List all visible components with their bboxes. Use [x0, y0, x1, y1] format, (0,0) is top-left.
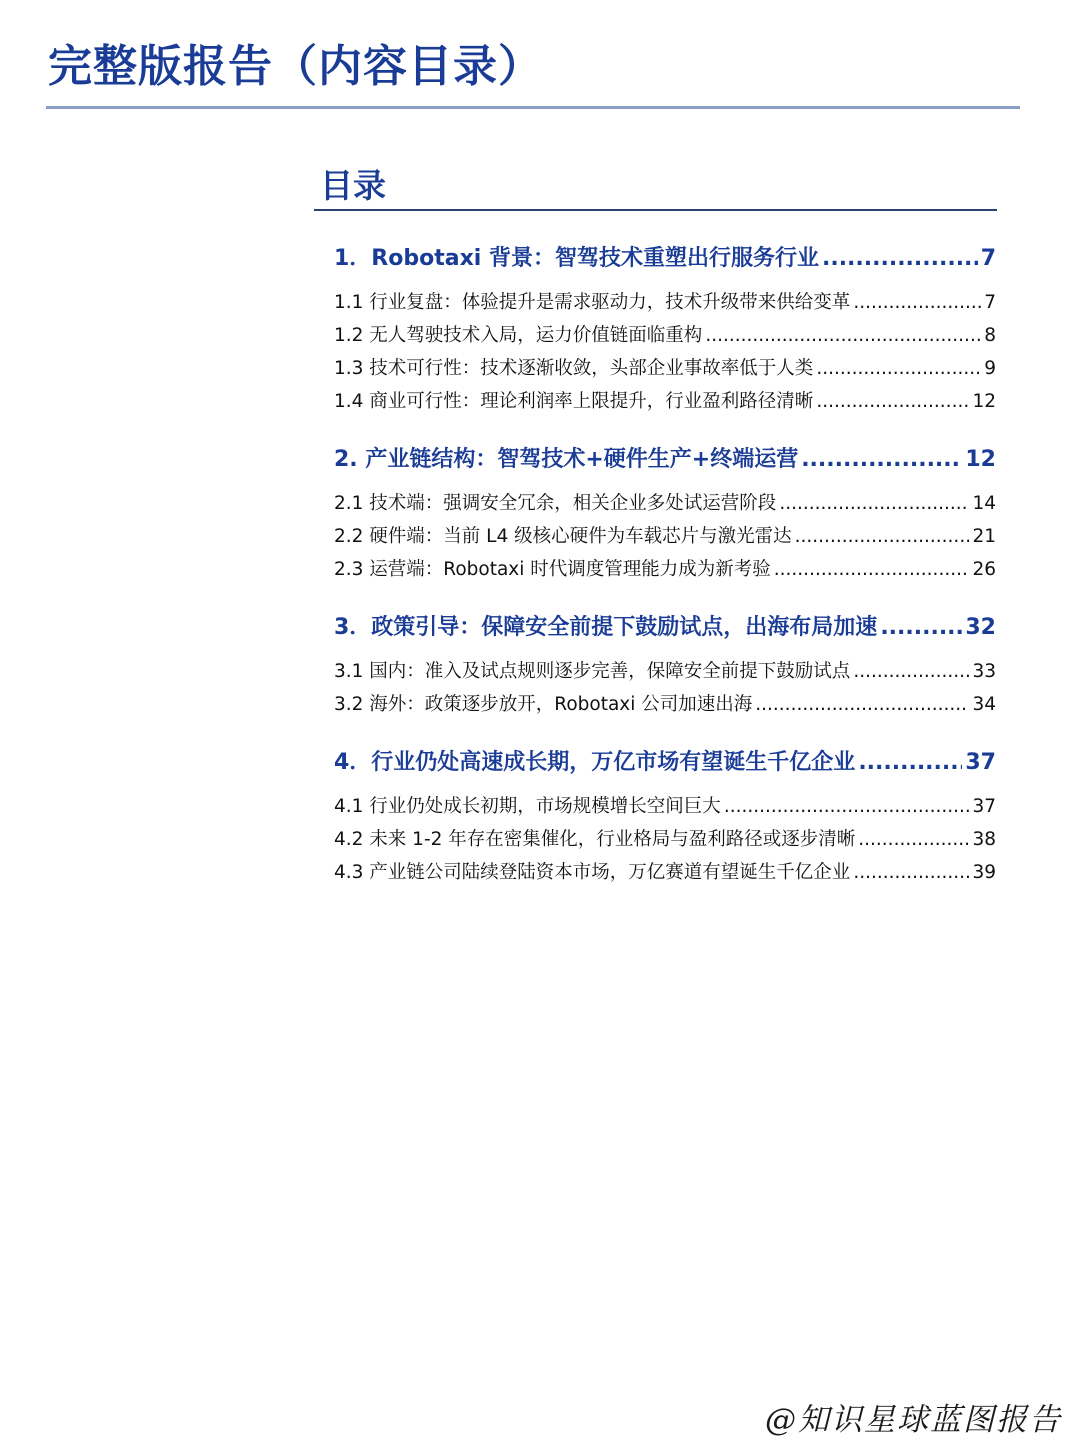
dot-leader: [880, 601, 962, 655]
toc-entry-title: 4.1 行业仍处成长初期，市场规模增长空间巨大: [334, 796, 721, 817]
dot-leader: [705, 319, 981, 352]
toc-subsection-link[interactable]: [334, 790, 996, 823]
toc-entry-title: 2.2 硬件端：当前 L4 级核心硬件为车载芯片与激光雷达: [334, 526, 792, 547]
toc-subsection-link[interactable]: [334, 688, 996, 721]
toc-divider: [314, 209, 997, 211]
toc-subsection-link[interactable]: [334, 286, 996, 319]
toc-entry-title: 1.4 商业可行性：理论利润率上限提升，行业盈利路径清晰: [334, 391, 814, 412]
dot-leader: [755, 688, 969, 721]
toc-entry-title: 1.2 无人驾驶技术入局，运力价值链面临重构: [334, 325, 703, 346]
toc-page-number: 32: [965, 615, 996, 640]
toc-entry-title: 4.2 未来 1-2 年存在密集催化，行业格局与盈利路径或逐步清晰: [334, 829, 856, 850]
dot-leader: [779, 487, 969, 520]
toc-page-number: 12: [972, 391, 996, 412]
toc-entry-title: 4．行业仍处高速成长期，万亿市场有望诞生千亿企业: [334, 750, 856, 775]
dot-leader: [858, 736, 962, 790]
watermark: @知识星球蓝图报告: [765, 1402, 1062, 1438]
page-title: 完整版报告（内容目录）: [48, 41, 543, 92]
toc-entry-title: 3.2 海外：政策逐步放开，Robotaxi 公司加速出海: [334, 694, 753, 715]
toc-entry-title: 1.1 行业复盘：体验提升是需求驱动力，技术升级带来供给变革: [334, 292, 851, 313]
toc-page-number: 34: [972, 694, 996, 715]
dot-leader: [816, 385, 969, 418]
toc-heading: 目录: [320, 166, 386, 205]
toc-subsection-link[interactable]: [334, 856, 996, 889]
dot-leader: [774, 553, 970, 586]
toc-entry-title: 2.3 运营端：Robotaxi 时代调度管理能力成为新考验: [334, 559, 771, 580]
toc-subsection-link[interactable]: [334, 319, 996, 352]
dot-leader: [853, 856, 969, 889]
toc-subsection-link[interactable]: [334, 520, 996, 553]
toc-section-link[interactable]: [334, 736, 996, 790]
toc-entry-title: 3.1 国内：准入及试点规则逐步完善，保障安全前提下鼓励试点: [334, 661, 851, 682]
dot-leader: [853, 286, 981, 319]
toc-entry-title: 1．Robotaxi 背景：智驾技术重塑出行服务行业: [334, 246, 819, 271]
toc-page-number: 37: [965, 750, 996, 775]
toc-page-number: 14: [972, 493, 996, 514]
toc-page-number: 38: [972, 829, 996, 850]
toc-page-number: 7: [980, 246, 996, 271]
dot-leader: [816, 352, 981, 385]
toc-list: [334, 232, 996, 889]
dot-leader: [822, 232, 978, 286]
toc-subsection-link[interactable]: [334, 385, 996, 418]
toc-page-number: 9: [984, 358, 996, 379]
toc-page-number: 37: [972, 796, 996, 817]
toc-page-number: 8: [984, 325, 996, 346]
dot-leader: [795, 520, 970, 553]
toc-subsection-link[interactable]: [334, 655, 996, 688]
toc-page-number: 12: [965, 447, 996, 472]
toc-subsection-link[interactable]: [334, 553, 996, 586]
toc-page-number: 21: [972, 526, 996, 547]
toc-entry-title: 3．政策引导：保障安全前提下鼓励试点，出海布局加速: [334, 615, 878, 640]
dot-leader: [801, 433, 962, 487]
toc-section-link[interactable]: [334, 232, 996, 286]
toc-section-link[interactable]: [334, 433, 996, 487]
toc-page-number: 7: [984, 292, 996, 313]
dot-leader: [858, 823, 969, 856]
header-divider: [46, 106, 1020, 109]
toc-entry-title: 2. 产业链结构：智驾技术+硬件生产+终端运营: [334, 447, 799, 472]
toc-entry-title: 1.3 技术可行性：技术逐渐收敛，头部企业事故率低于人类: [334, 358, 814, 379]
toc-page-number: 33: [972, 661, 996, 682]
toc-subsection-link[interactable]: [334, 823, 996, 856]
toc-entry-title: 4.3 产业链公司陆续登陆资本市场，万亿赛道有望诞生千亿企业: [334, 862, 851, 883]
dot-leader: [853, 655, 969, 688]
toc-subsection-link[interactable]: [334, 352, 996, 385]
toc-page-number: 39: [972, 862, 996, 883]
toc-section-link[interactable]: [334, 601, 996, 655]
toc-subsection-link[interactable]: [334, 487, 996, 520]
dot-leader: [724, 790, 970, 823]
toc-entry-title: 2.1 技术端：强调安全冗余，相关企业多处试运营阶段: [334, 493, 777, 514]
toc-page-number: 26: [972, 559, 996, 580]
